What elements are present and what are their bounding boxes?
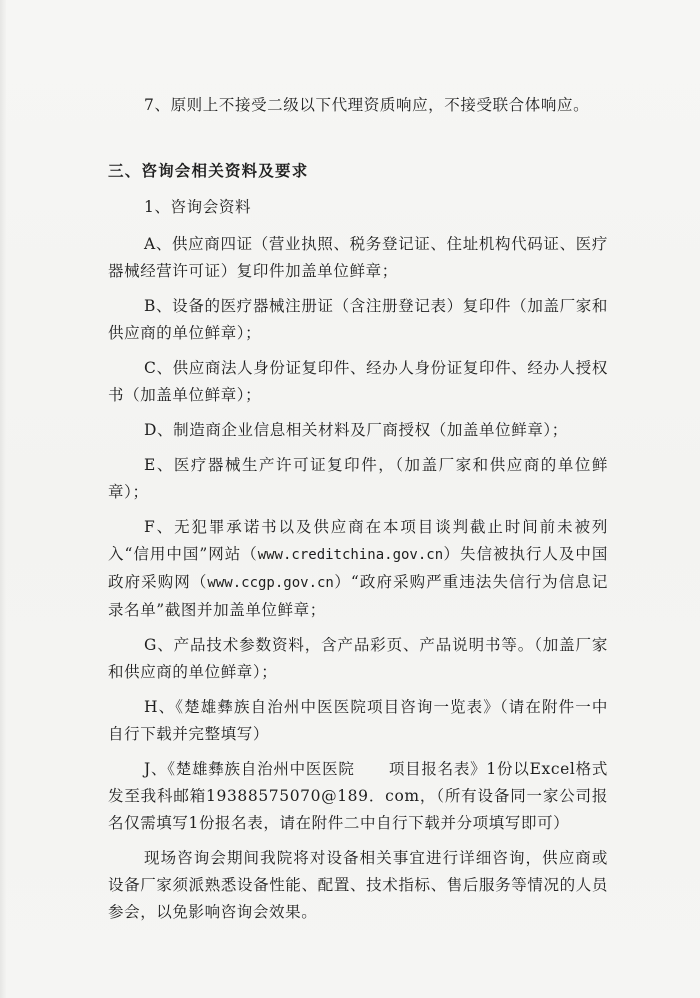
item-g: G、产品技术参数资料，含产品彩页、产品说明书等。（加盖厂家和供应商的单位鲜章）；: [108, 636, 608, 681]
creditchina-url: www.creditchina.gov.cn: [257, 547, 444, 563]
clause-7-number: 7、: [144, 96, 171, 114]
item-a: A、供应商四证（营业执照、税务登记证、住址机构代码证、医疗器械经营许可证）复印件加盖单位鲜章；: [108, 235, 608, 280]
subsection-heading: 1、咨询会资料: [144, 198, 252, 216]
scan-edge: [0, 0, 6, 998]
item-e: E、医疗器械生产许可证复印件，（加盖厂家和供应商的单位鲜章）；: [108, 456, 608, 501]
item-j-text-1: J、《楚雄彝族自治州中医医院: [144, 760, 355, 778]
item-b: B、设备的医疗器械注册证（含注册登记表）复印件（加盖厂家和供应商的单位鲜章）；: [108, 297, 608, 342]
item-h: H、《楚雄彝族自治州中医医院项目咨询一览表》（请在附件一中自行下载并完整填写）: [108, 698, 608, 743]
item-j-text-2: 项目报名表》1份以: [388, 760, 530, 778]
closing-paragraph: 现场咨询会期间我院将对设备相关事宜进行详细咨询，供应商或设备厂家须派熟悉设备性能、配置、技术指标、售后服务等情况的人员参会，以免影响咨询会效果。: [108, 849, 608, 921]
item-f: [108, 514, 608, 624]
item-d: D、制造商企业信息相关材料及厂商授权（加盖单位鲜章）；: [144, 421, 568, 439]
item-j-text-3: Excel格式发至我科邮箱19388575070@189．com，（所有设备同一家公司报名仅需填写1份报名表，请在附件二中自行下载并分项填写即可）: [108, 760, 608, 832]
item-j: [108, 756, 608, 837]
item-c: C、供应商法人身份证复印件、经办人身份证复印件、经办人授权书（加盖单位鲜章）；: [108, 359, 608, 404]
clause-7: [108, 92, 608, 119]
item-f-text-2: ）失信被执行人及中国政府采购网（: [108, 545, 608, 591]
item-f-text-1: F、无犯罪承诺书以及供应商在本项目谈判截止时间前未被列入“信用中国”网站（: [108, 518, 608, 563]
document-body: [108, 92, 608, 934]
section-heading: 三、咨询会相关资料及要求: [108, 161, 309, 180]
item-f-text-3: ）“政府采购严重违法失信行为信息记录名单”截图并加盖单位鲜章；: [108, 573, 608, 619]
ccgp-url: www.ccgp.gov.cn: [207, 575, 334, 591]
clause-7-text: 原则上不接受二级以下代理资质响应，不接受联合体响应。: [170, 96, 590, 114]
